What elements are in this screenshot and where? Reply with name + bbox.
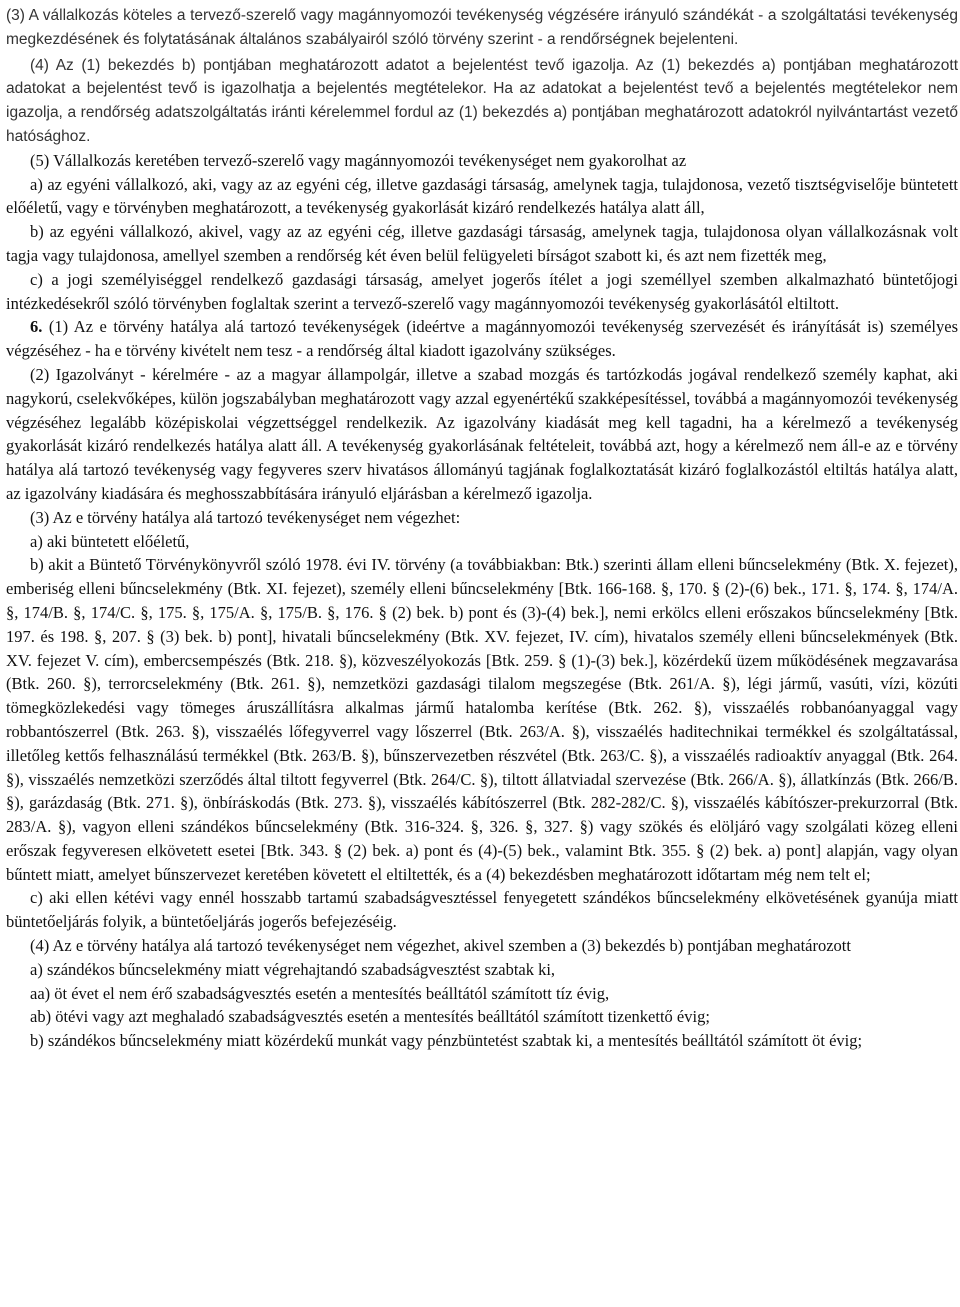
- paragraph-point-b: b) az egyéni vállalkozó, akivel, vagy az az egyéni cég, illetve gazdasági társaság, amelynek tagja, tulajdonosa olyan vállalkozásnak volt tagja vagy tulajdonosa, amellyel szemben a rendőrség két éven belül felügyeleti bírságot szabott ki, és azt nem fizették meg,: [6, 222, 958, 265]
- paragraph-4-point-aa: aa) öt évet el nem érő szabadságvesztés esetén a mentesítés beálltától számított tíz évig,: [30, 983, 610, 1003]
- section-6-paragraph-1: [6, 315, 958, 363]
- paragraph-point-c: c) a jogi személyiséggel rendelkező gazdasági társaság, amelyet jogerős ítélet a jogi személlyel szemben alkalmazható büntetőjogi intézkedésekről szóló törvényben foglaltak szerint a tervező-szerelő vagy magánnyomozói tevékenység gyakorlásától eltiltott.: [6, 269, 958, 313]
- section-6-paragraph-2: (2) Igazolványt - kérelmére - az a magyar állampolgár, illetve a szabad mozgás és tartózkodás jogával rendelkező személy kaphat, aki nagykorú, cselekvőképes, külön jogszabályban meghatározott vagy azzal egyenértékű szakképesítéssel, továbbá a magánnyomozói tevékenység végzéséhez legalább középiskolai végzettséggel rendelkezik. Az igazolvány kiadását meg kell tagadni, ha a kérelmező a tevékenység gyakorlását kizáró rendelkezés hatálya alatt áll. A tevékenység gyakorlásának feltételeit, továbbá azt, hogy a kérelmező nem áll-e az e törvény hatálya alá tartozó tevékenység vagy fegyveres szerv hivatásos állományú tagjának foglalkoztatását kizáró foglalkozástól eltiltás hatálya alatt, az igazolvány kiadására és meghosszabbítására irányuló eljárásban a kérelmező igazolja.: [6, 364, 958, 503]
- paragraph-tevekenyseg-tilalom: (5) Vállalkozás keretében tervező-szerelő vagy magánnyomozói tevékenységet nem gyakorolhat az: [30, 150, 687, 170]
- section-6-paragraph-4: (4) Az e törvény hatálya alá tartozó tevékenységet nem végezhet, akivel szemben a (3) bekezdés b) pontjában meghatározott: [30, 936, 851, 956]
- section-6-text: (1) Az e törvény hatálya alá tartozó tevékenységek (ideértve a magánnyomozói tevékenység szervezését és irányítását is) személyes végzéséhez - ha e törvény kivételt nem tesz - a rendőrség által kiadott igazolvány szükséges.: [6, 317, 958, 361]
- section-number: 6.: [30, 317, 43, 337]
- paragraph-vallalkozas-bejelentes: (3) A vállalkozás köteles a tervező-szerelő vagy magánnyomozói tevékenység végzésére irányuló szándékát - a szolgáltatási tevékenység megkezdésének és folytatásának általános szabályairól szóló törvény szerint - a rendőrségnek bejelenteni.: [6, 7, 958, 48]
- paragraph-point-a: a) az egyéni vállalkozó, aki, vagy az az egyéni cég, illetve gazdasági társaság, amelynek tagja, tulajdonosa, vezető tisztségviselője büntetett előéletű, vagy e törvényben meghatározott, a tevékenység gyakorlását kizáró rendelkezés hatálya alatt áll,: [6, 174, 958, 218]
- paragraph-3-point-a: a) aki büntetett előéletű,: [30, 531, 190, 551]
- document-page: [6, 4, 958, 1053]
- paragraph-3-point-c: c) aki ellen kétévi vagy ennél hosszabb tartamú szabadságvesztéssel fenyegetett szándékos bűncselekmény elkövetésének gyanúja miatt büntetőeljárás folyik, a büntetőeljárás jogerős befejezéséig.: [6, 888, 958, 932]
- paragraph-3-point-b: b) akit a Büntető Törvénykönyvről szóló 1978. évi IV. törvény (a továbbiakban: Btk.) szerinti állam elleni bűncselekmény (Btk. X. fejezet), emberiség elleni bűncselekmény (Btk. XI. fejezet), személy elleni bűncselekmény [Btk. 166-168. §, 170. § (2)-(6) bek., 171. §, 174. §, 174/A. §, 174/B. §, 174/C. §, 175. §, 175/A. §, 175/B. §, 176. § (2) bek. b) pont és (3)-(4) bek.], nemi erkölcs elleni erőszakos bűncselekmény [Btk. 197. és 198. §, 207. § (3) bek. b) pont], hivatali bűncselekmény (Btk. XV. fejezet, IV. cím), hivatalos személy elleni bűncselekmények (Btk. XV. fejezet V. cím), embercsempészés (Btk. 218. §), közveszélyokozás [Btk. 259. § (1)-(3) bek.], közérdekű üzem működésének megzavarása (Btk. 260. §), terrorcselekmény (Btk. 261. §), nemzetközi gazdasági tilalom megszegése (Btk. 261/A. §), légi jármű, vasúti, vízi, közúti tömegközlekedési vagy tömeges áruszállításra alkalmas jármű hatalomba kerítése (Btk. 262. §), visszaélés robbanóanyaggal vagy robbantószerrel (Btk. 263. §), visszaélés lőfegyverrel vagy lőszerrel (Btk. 263/A. §), visszaélés haditechnikai termékkel és szolgáltatással, illetőleg kettős felhasználású termékkel (Btk. 263/B. §), bűnszervezetben részvétel (Btk. 263/C. §), a visszaélés radioaktív anyaggal (Btk. 264. §), visszaélés nemzetközi szerződés által tiltott fegyverrel (Btk. 264/C. §), tiltott állatviadal szervezése (Btk. 266/A. §), állatkínzás (Btk. 266/B. §), garázdaság (Btk. 271. §), önbíráskodás (Btk. 273. §), visszaélés kábítószerrel (Btk. 282-282/C. §), visszaélés kábítószer-prekurzorral (Btk. 283/A. §), vagyon elleni szándékos bűncselekmény (Btk. 316-324. §, 326. §, 327. §) vagy szökés és elöljáró vagy szolgálati közeg elleni erőszak fegyveresen elkövetett esetei [Btk. 343. § (2) bek. a) pont és (4)-(5) bek., valamint Btk. 355. § (2) bek. a) pont] alapján, vagy olyan bűntett miatt, amelyet bűnszervezet keretében követett el eltiltették, és a (4) bekezdésben meghatározott időtartam még nem telt el;: [6, 555, 958, 884]
- paragraph-4-point-b: b) szándékos bűncselekmény miatt közérdekű munkát vagy pénzbüntetést szabtak ki, a mentesítés beálltától számított öt évig;: [30, 1031, 863, 1051]
- paragraph-adatok-igazolasa: (4) Az (1) bekezdés b) pontjában meghatározott adatot a bejelentést tevő igazolja. Az (1) bekezdés a) pontjában meghatározott adatokat a bejelentést tevő is igazolhatja a bejelentés megtételekor. Ha az adatokat a bejelentést tevő a bejelentés megtételekor nem igazolja, a rendőrség adatszolgáltatás iránti kérelemmel fordul az (1) bekezdés a) pontjában meghatározott adatokról nyilvántartást vezető hatósághoz.: [6, 56, 958, 145]
- paragraph-4-point-a: a) szándékos bűncselekmény miatt végrehajtandó szabadságvesztést szabtak ki,: [30, 959, 556, 979]
- paragraph-4-point-ab: ab) ötévi vagy azt meghaladó szabadságvesztés esetén a mentesítés beálltától számított tizenkettő évig;: [30, 1007, 710, 1027]
- section-6-paragraph-3: (3) Az e törvény hatálya alá tartozó tevékenységet nem végezhet:: [30, 507, 461, 527]
